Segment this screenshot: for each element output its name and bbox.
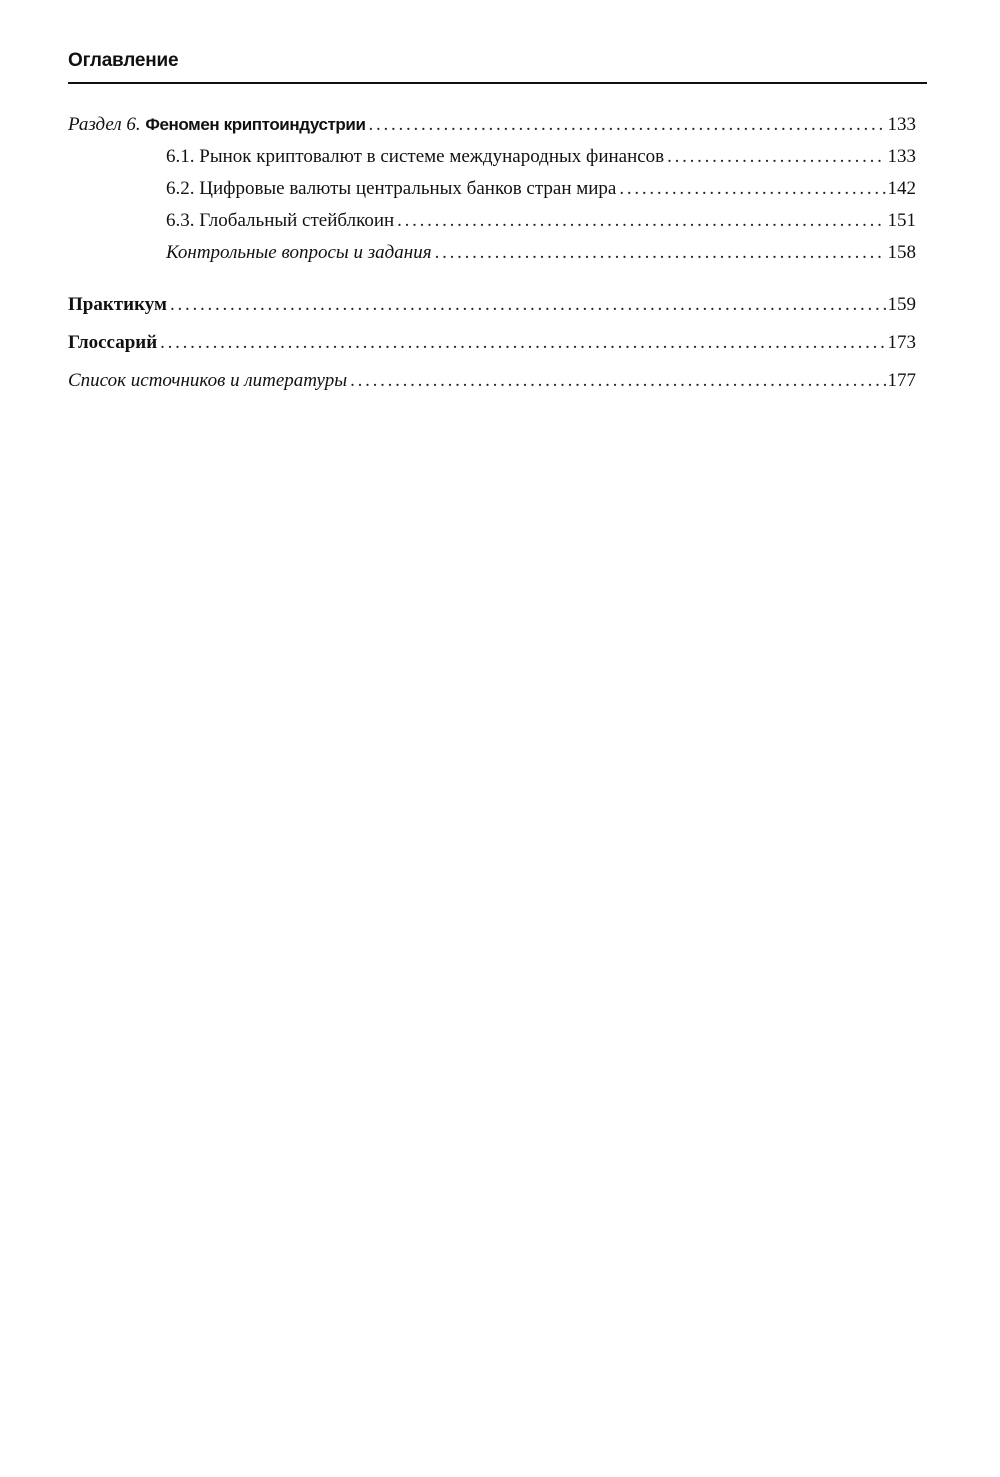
- section-prefix: Раздел 6.: [68, 114, 141, 135]
- toc-entry-glossary[interactable]: [68, 330, 916, 356]
- toc-entry-practicum[interactable]: [68, 292, 916, 318]
- dot-leader: [350, 368, 885, 394]
- dot-leader: [667, 144, 885, 170]
- page-number: 177: [887, 370, 916, 391]
- page-number: 173: [887, 332, 916, 353]
- dot-leader: [435, 240, 886, 266]
- toc-entry-title: Глоссарий: [68, 332, 158, 353]
- page-header-title: Оглавление: [68, 50, 179, 71]
- toc-entry-title: Практикум: [68, 294, 167, 315]
- page-number: 151: [887, 210, 916, 231]
- page-number: 159: [887, 294, 916, 315]
- toc-entry-title: [68, 112, 366, 138]
- dot-leader: [170, 292, 886, 318]
- header-rule: [68, 82, 927, 84]
- toc-entry-6-2[interactable]: [166, 176, 916, 202]
- toc-entry-title: Контрольные вопросы и задания: [166, 242, 432, 263]
- page-number: 158: [887, 242, 916, 263]
- toc-entry-6-1[interactable]: [166, 144, 916, 170]
- toc-entry-control-questions[interactable]: [166, 240, 916, 266]
- dot-leader: [369, 112, 886, 138]
- page-number: 133: [887, 114, 916, 135]
- page-number: 133: [887, 146, 916, 167]
- toc-entry-references[interactable]: [68, 368, 916, 394]
- page-number: 142: [887, 178, 916, 199]
- toc-entry-title: 6.2. Цифровые валюты центральных банков стран мира: [166, 178, 617, 199]
- dot-leader: [619, 176, 885, 202]
- dot-leader: [160, 330, 885, 356]
- toc-entry-title: Список источников и литературы: [68, 370, 348, 391]
- toc-entry-title: 6.3. Глобальный стейблкоин: [166, 210, 395, 231]
- dot-leader: [397, 208, 885, 234]
- toc-entry-title: 6.1. Рынок криптовалют в системе международных финансов: [166, 146, 665, 167]
- section-title: Феномен криптоиндустрии: [145, 115, 366, 134]
- toc-entry-6-3[interactable]: [166, 208, 916, 234]
- toc-entry-section-6[interactable]: [68, 112, 916, 138]
